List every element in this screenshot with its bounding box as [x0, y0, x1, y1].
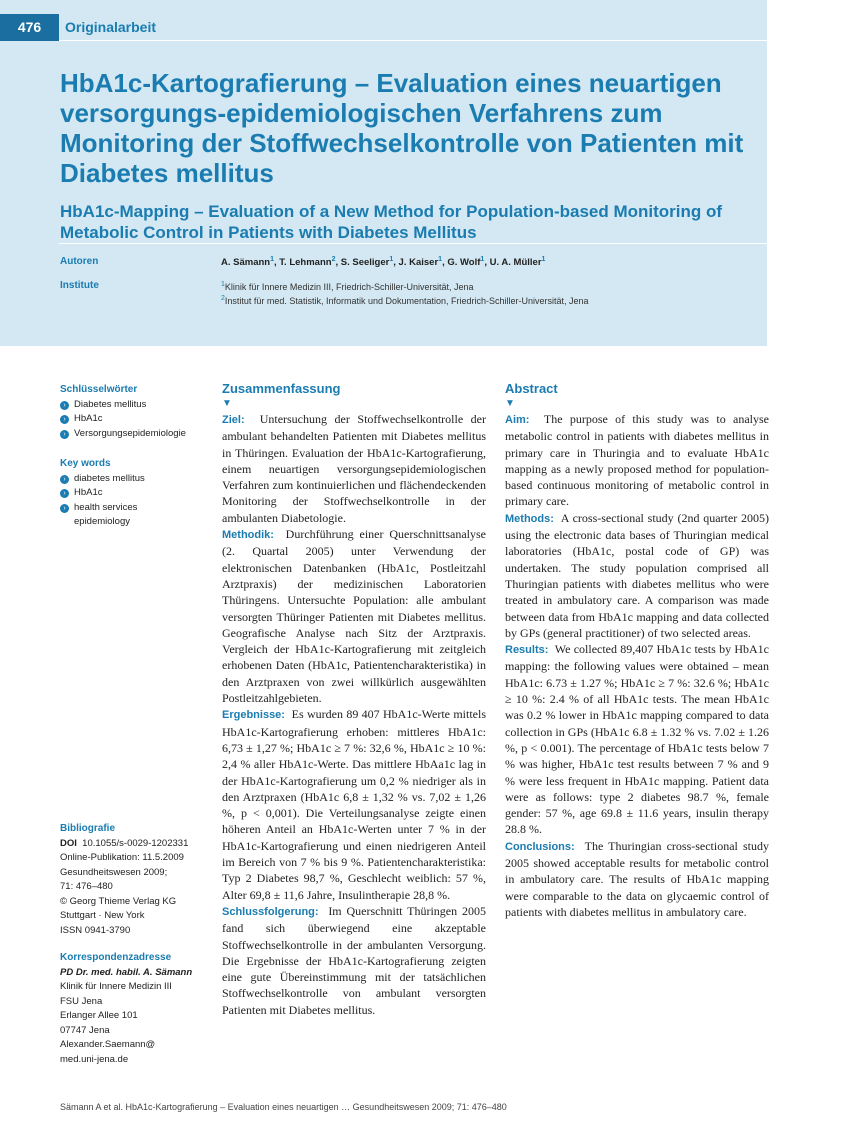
- chevron-right-icon: ›: [60, 415, 69, 424]
- author: U. A. Müller: [489, 257, 542, 269]
- address-line: Erlanger Allee 101: [60, 1010, 138, 1021]
- keyword-item: › HbA1c: [60, 412, 210, 427]
- keyword-item: › HbA1c: [60, 486, 210, 501]
- chevron-right-icon: ›: [60, 489, 69, 498]
- authors-label: Autoren: [60, 256, 99, 267]
- abstract-german: [222, 381, 486, 1018]
- institute: $^2$Institut für med. Statistik, Informatik und Dokumentation, Friedrich-Schiller-Universität, Jena: [221, 295, 589, 306]
- bibliography-label: Bibliografie: [60, 823, 116, 834]
- keyword-item: › Versorgungsepidemiologie: [60, 427, 210, 442]
- keyword-item: › Diabetes mellitus: [60, 398, 210, 413]
- author: S. Seeliger: [340, 257, 390, 269]
- correspondence-name: PD Dr. med. habil. A. Sämann: [60, 966, 193, 978]
- institute: $^1$Klinik für Innere Medizin III, Friedrich-Schiller-Universität, Jena: [221, 281, 474, 292]
- chevron-right-icon: ›: [60, 504, 69, 513]
- authors-list: A. Sämann$^1$, T. Lehmann$^2$, S. Seeliger$^1$, J. Kaiser$^1$, G. Wolf$^1$, U. A. Müller$^1$: [221, 256, 546, 269]
- triangle-down-icon: ▼: [505, 398, 515, 409]
- bib-line: Online-Publikation: 11.5.2009: [60, 852, 184, 863]
- institutes-label: Institute: [60, 280, 99, 291]
- bibliography: [60, 822, 210, 938]
- abstract-english: [505, 381, 769, 920]
- keywords-de: [60, 383, 210, 441]
- keyword-item: › health services epidemiology: [60, 501, 184, 530]
- page-footer: Sämann A et al. HbA1c-Kartografierung – Evaluation eines neuartigen … Gesundheitswesen 2009; 71: 476–480: [60, 1102, 507, 1112]
- divider: [59, 243, 767, 244]
- chevron-right-icon: ›: [60, 401, 69, 410]
- chevron-right-icon: ›: [60, 430, 69, 439]
- address-line: 07747 Jena: [60, 1024, 110, 1036]
- author: A. Sämann: [221, 257, 271, 269]
- doi: DOI 10.1055/s-0029-1202331: [60, 837, 189, 849]
- institutes-list: [221, 279, 589, 307]
- address-line: FSU Jena: [60, 995, 103, 1007]
- chevron-right-icon: ›: [60, 475, 69, 484]
- keywords-en-label: Key words: [60, 458, 111, 469]
- title-english: HbA1c-Mapping – Evaluation of a New Method for Population-based Monitoring of Metabolic Control in Patients with Diabetes Mellitus: [60, 202, 723, 242]
- abstract-de-heading: Zusammenfassung: [222, 381, 341, 396]
- divider: [59, 40, 767, 41]
- bib-line: Stuttgart · New York: [60, 910, 145, 921]
- keywords-de-label: Schlüsselwörter: [60, 384, 138, 395]
- abstract-en-body: Aim: The purpose of this study was to analyse metabolic control in patients with diabetes mellitus in primary care in Thuringia and to evaluate HbA1c mapping as a newly proposed method for population-based continuous monitoring of metabolic control in primary care. Methods: A cross-sectional study (2nd quarter 2005) using the electronic data bases of Thuringian medical laboratories (HbA1c, postal code of GP) was undertaken. The study population comprised all Thuringian patients with diabetes mellitus who were treated in ambulatory care. A comparison was made between data from HbA1c mapping and data collected by GPs (general practitioner) of two selected areas. Results: We collected 89,407 HbA1c tests by HbA1c mapping: the following values were obtained – mean HbA1c: 6.73 ± 1.27 %; HbA1c ≥ 7 %: 32.6 %; HbA1c ≥ 10 %: 2.4 % of all HbA1c tests. The mean HbA1c was 0.2 % lower in HbA1c mapping compared to data collection in GPs (HbA1c 6.8 ± 1.32 % vs. 7.02 ± 1.26 %, p < 0.001). The percentage of HbA1c tests below 7 % was higher, HbA1c test results between 7 % and 9 % were less frequent in HbA1c mapping. Patient data were as follows: type 2 diabetes 98.7 %, female gender: 57 %, age 69.8 ± 11.6 years, insulin therapy 28.8 %. Conclusions: The Thuringian cross-sectional study 2005 showed acceptable results for metabolic control in ambulatory care. The results of HbA1c mapping were comparable to the data on glycaemic control of patients with diabetes mellitus in ambulatory care.: [505, 412, 769, 919]
- correspondence: [60, 951, 210, 1067]
- triangle-down-icon: ▼: [222, 398, 232, 409]
- keyword-item: › diabetes mellitus: [60, 472, 210, 487]
- author: J. Kaiser: [398, 257, 439, 269]
- title-german: HbA1c-Kartografierung – Evaluation eines neuartigen versorgungs-epidemiologischen Verfahrens zum Monitoring der Stoffwechselkontrolle von Patienten mit Diabetes mellitus: [60, 68, 744, 188]
- abstract-en-heading: Abstract: [505, 381, 558, 396]
- bib-line: © Georg Thieme Verlag KG: [60, 895, 177, 907]
- keywords-en: [60, 457, 210, 530]
- page-number: 476: [0, 14, 59, 41]
- bib-line: 71: 476–480: [60, 881, 113, 892]
- author: G. Wolf: [447, 257, 481, 269]
- bib-line: ISSN 0941-3790: [60, 924, 131, 936]
- section-tag: Originalarbeit: [65, 19, 157, 35]
- email: med.uni-jena.de: [60, 1053, 129, 1065]
- email: Alexander.Saemann@: [60, 1039, 156, 1050]
- address-line: Klinik für Innere Medizin III: [60, 981, 172, 992]
- correspondence-label: Korrespondenzadresse: [60, 952, 172, 963]
- abstract-de-body: Ziel: Untersuchung der Stoffwechselkontrolle der ambulant behandelten Patienten mit Diabetes mellitus in Thüringen. Evaluation der HbA1c-Kartografierung, einem neuartigen versorgungsepidemiologischen Verfahren zum kontinuierlichen und flächendeckenden Monitoring der Stoffwechselkontrolle in der ambulanten Diabetologie. Methodik: Durchführung einer Querschnittsanalyse (2. Quartal 2005) unter Verwendung der elektronischen Datenbanken (HbA1c, Postleitzahl Arztpraxis) der medizinischen Laboratorien Thüringens. Untersuchte Population: alle ambulant versorgten Thüringer Patienten mit Diabetes mellitus. Geografische Analyse nach Sitz der Arztpraxis. Vergleich der HbA1c-Kartografierung mit zeitgleich erhobenen Daten (HbA1c, Patientencharakteristika) in den Arztpraxen von zwei willkürlich ausgewählten Postleitzahlgebieten. Ergebnisse: Es wurden 89 407 HbA1c-Werte mittels HbA1c-Kartografierung erhoben: mittleres HbA1c: 6,73 ± 1,27 %; HbA1c ≥ 7 %: 32,6 %, HbA1c ≥ 10 %: 2,4 % aller HbA1c-Werte. Das mittlere HbAa1c lag in der HbA1c-Kartografierung um 0,2 % niedriger als in den Arztpraxen (HbA1c 6,8 ± 1,32 % vs. 7,02 ± 1,26 %, p < 0,001). Die Verteilungsanalyse zeigte einen höheren Anteil an HbA1c-Werten unter 7 % in der HbA1c-Kartografierung und einen niedrigeren Anteil im Bereich von 7 % bis 9 %. Patientencharakteristika: Typ 2 Diabetes 98,7 %, Geschlecht weiblich: 57 %, Alter 69,8 ± 11,6 Jahre, Insulintherapie 28,8 %. Schlussfolgerung: Im Querschnitt Thüringen 2005 fand sich überwiegend eine akzeptable Stoffwechselkontrolle in der ambulanten Versorgung. Die Ergebnisse der HbA1c-Kartografierung zeigten eine gute Übereinstimmung mit der tatsächlichen Stoffwechselkontrolle von ambulant versorgten Patienten mit Diabetes mellitus.: [222, 412, 487, 1017]
- bib-line: Gesundheitswesen 2009;: [60, 866, 168, 878]
- author: T. Lehmann: [279, 257, 332, 269]
